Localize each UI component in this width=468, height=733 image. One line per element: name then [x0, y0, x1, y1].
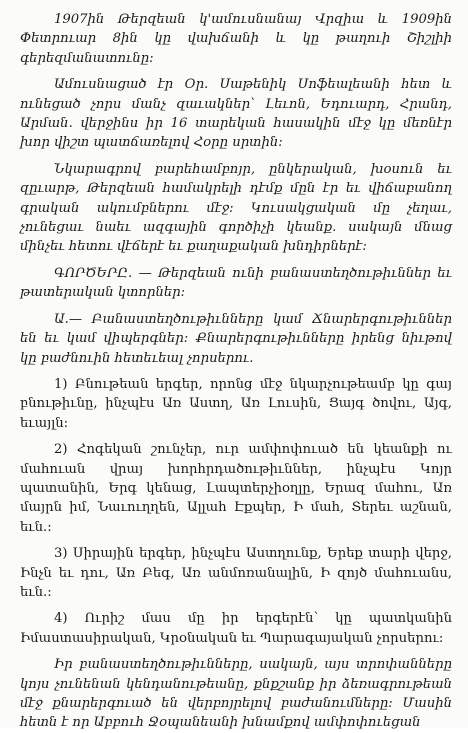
- paragraph-list-item-2: 2) Հոգեկան շունչեր, ուր ամփոփուած են կեանքի ու մահուան վրայ խորհրդածութիւններ, ինչպէս Կոյր պատանին, Երգ կենաց, Լապտերչիօղլը, Երազ մահու, Առ մայրն իմ, Նաւուղղեն, Ալլահ Էքպեր, Ի մահ, Տերեւ աշնան, եւն.:: [20, 442, 452, 535]
- paragraph-list-item-3: 3) Սիրային երգեր, ինչպէս Աստղունք, Երեք տարի վերջ, Ինչն եւ դու, Առ Բեգ, Առ անմոռանալին, Ի զոյծ մահուանս, եւն.:: [20, 546, 452, 600]
- paragraph-works-heading: ԳՈՐԾԵՐԸ. — Թերզեան ունի բանաստեղծութիւններ եւ թատերական կտորներ:: [20, 265, 452, 301]
- paragraph-character: Նկարագրով բարեհամբոյր, ընկերական, խօսուն եւ զըւարթ, Թերզեան համակրելի դէմք մըն էր եւ վիճաբանող գրական ակումբներու մէջ: Կուսակցական մը չեղաւ, չունեցաւ նաեւ ազգային գործիչի կեանք. սակայն մնաց մինչեւ հետու վէճերէ եւ քաղաքական խնդիրներէ:: [20, 161, 452, 255]
- paragraph-intro: 1907ին Թերզեան կ'ամուսնանայ Վրզիա և 1909ին Փետրուար 8ին կը վախճանի և կը թաղուի Շիշլիի գերեզմանատունը:: [20, 12, 452, 66]
- paragraph-family: Ամուսնացած էր Օր. Սաթենիկ Սոֆեալեանի հետ և ունեցած չորս մանչ զաւակներ՝ Լեւոն, Եդուարդ, Հրանդ, Արման. վերջինս իր 16 տարեկան հասակին մէջ կը մեռնէր խոր վիշտ պատճառելով Հօրը սրտին:: [20, 77, 452, 151]
- paragraph-closing: Իր բանաստեղծութիւնները, սակայն, այս տրոփանները կոյս չունենան կենդանութեանը, քնքշանք իր ձեռագրութեան մէջ քնարերգուած են վերբոյրելով բաժանումները: Մասին հետն է որ Աբբուհ Ջօպանեանի խնամքով ամփոփուեցան: [20, 657, 452, 731]
- paragraph-list-item-1: 1) Բնութեան երգեր, որոնց մէջ նկարչութեամբ կը գայ բնութիւնը, ինչպէս Առ Աստղ, Առ Լուսին, Ցայգ ծովու, Այգ, եւայլն:: [20, 376, 452, 431]
- paragraph-poems-intro: Ա.— Բանաստեղծութիւնները կամ Ճնարերգութիւններ են եւ կամ վիպերգներ: Քնարերգութիւնները իրենց նիւթով կը բաժնուին հետեւեալ չորսերու.: [20, 311, 452, 366]
- paragraph-list-item-4: 4) Ուրիշ մաս մը իր երգերէն՝ կը պատկանին Իմաստասիրական, Կրօնական եւ Պարագայական չորսերու:: [20, 611, 452, 646]
